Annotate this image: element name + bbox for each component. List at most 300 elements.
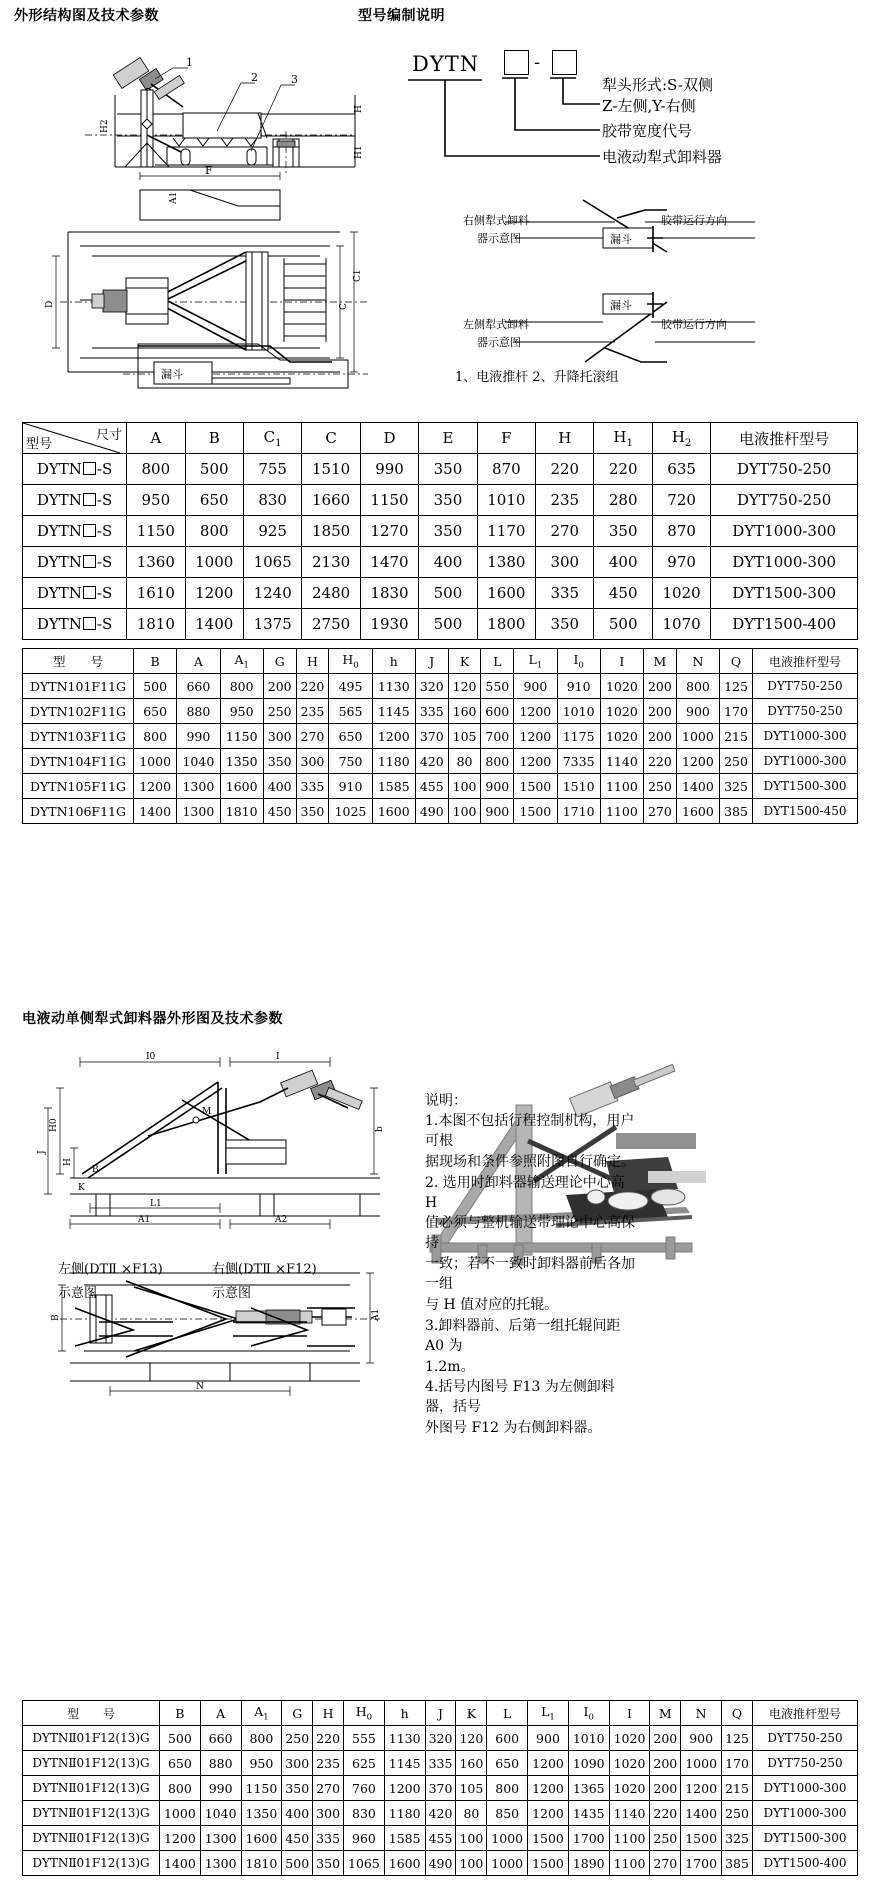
svg-text:H: H	[63, 1158, 73, 1166]
cell-value: 550	[481, 674, 514, 699]
note-line: 外图号 F12 为右侧卸料器。	[425, 1420, 602, 1437]
cell-value: 320	[425, 1726, 456, 1751]
cell-value: 1300	[177, 774, 220, 799]
cell-model: DYTN101F11G	[23, 674, 134, 699]
cell-value: 1140	[600, 749, 643, 774]
cell-value: 450	[594, 578, 652, 609]
cell-value: 215	[720, 724, 753, 749]
model-placeholder-box	[83, 586, 96, 599]
cell-value: 1600	[676, 799, 719, 824]
cell-value: 1040	[177, 749, 220, 774]
cell-value: 1710	[557, 799, 600, 824]
cell-value: 335	[536, 578, 594, 609]
cell-push-rod-model: DYT1000-300	[753, 724, 858, 749]
schematic-right-caption-2: 器示意图	[477, 232, 521, 245]
table-row	[23, 485, 858, 516]
cell-value: 1020	[609, 1776, 650, 1801]
cell-value: 1040	[200, 1801, 241, 1826]
cell-value: 270	[296, 724, 329, 749]
cell-push-rod-model: DYT750-250	[753, 1726, 858, 1751]
cell-value: 800	[241, 1726, 282, 1751]
svg-text:1: 1	[186, 56, 193, 69]
cell-value: 1150	[241, 1776, 282, 1801]
cell-value: 1200	[185, 578, 243, 609]
cell-value: 220	[536, 454, 594, 485]
cell-value: 1010	[557, 699, 600, 724]
cell-value: 400	[594, 547, 652, 578]
table2-col-L1: $L_1$	[514, 649, 557, 674]
cell-value: 755	[243, 454, 301, 485]
cell-value: 880	[177, 699, 220, 724]
cell-value: 1585	[384, 1826, 425, 1851]
cell-value: 300	[313, 1801, 344, 1826]
note-line: 3.卸料器前、后第一组托辊间距 A0 为	[425, 1317, 621, 1354]
cell-value: 335	[415, 699, 448, 724]
svg-text:M: M	[202, 1107, 212, 1117]
cell-value: 1000	[681, 1751, 722, 1776]
table-row	[23, 749, 858, 774]
cell-value: 125	[722, 1726, 753, 1751]
table-row-header	[23, 1701, 858, 1726]
cell-value: 500	[594, 609, 652, 640]
cell-value: 1500	[528, 1826, 569, 1851]
notes-heading: 说明：	[425, 1093, 467, 1109]
table1-col-D: D	[360, 423, 418, 454]
model-code-label-1: Z-左侧,Y-右侧	[602, 97, 696, 115]
cell-value: 1000	[160, 1801, 201, 1826]
svg-text:N: N	[196, 1382, 204, 1392]
cell-value: 660	[177, 674, 220, 699]
cell-value: 650	[487, 1751, 528, 1776]
cell-value: 1020	[609, 1726, 650, 1751]
cell-value: 300	[263, 724, 296, 749]
cell-value: 650	[160, 1751, 201, 1776]
cell-value: 1000	[487, 1826, 528, 1851]
note-line: 2. 选用时卸料器输送理论中心高 H	[425, 1174, 625, 1211]
cell-value: 270	[644, 799, 677, 824]
cell-value: 500	[134, 674, 177, 699]
cell-value: 1065	[243, 547, 301, 578]
cell-value: 800	[134, 724, 177, 749]
cell-value: 170	[722, 1751, 753, 1776]
cell-value: 1130	[372, 674, 415, 699]
table2-col-h: h	[372, 649, 415, 674]
cell-value: 1500	[514, 799, 557, 824]
cell-value: 1585	[372, 774, 415, 799]
cell-value: 1180	[372, 749, 415, 774]
cell-value: 870	[477, 454, 535, 485]
cell-value: 490	[415, 799, 448, 824]
table3-col-I0: $I_0$	[568, 1701, 609, 1726]
cell-model: DYTN102F11G	[23, 699, 134, 724]
cell-push-rod-model: DYT1500-300	[711, 578, 858, 609]
cell-model: DYTN105F11G	[23, 774, 134, 799]
table2-col-H: H	[296, 649, 329, 674]
cell-value: 350	[536, 609, 594, 640]
table2-col-B: B	[134, 649, 177, 674]
table3-col-I: I	[609, 1701, 650, 1726]
table3-col-G: G	[282, 1701, 313, 1726]
svg-text:F: F	[205, 164, 213, 177]
schematic-left-hopper: 漏斗	[610, 299, 632, 312]
table2-col-N: N	[676, 649, 719, 674]
cell-value: 400	[419, 547, 477, 578]
cell-value: 270	[313, 1776, 344, 1801]
cell-value: 500	[160, 1726, 201, 1751]
table3-col-L: L	[487, 1701, 528, 1726]
table3-col-h: h	[384, 1701, 425, 1726]
cell-value: 300	[536, 547, 594, 578]
cell-value: 970	[652, 547, 710, 578]
cell-value: 200	[650, 1726, 681, 1751]
cell-value: 170	[720, 699, 753, 724]
cell-value: 1400	[676, 774, 719, 799]
svg-text:C: C	[339, 303, 349, 310]
page-title-right: 型号编制说明	[358, 8, 445, 24]
cell-value: 1830	[360, 578, 418, 609]
cell-value: 215	[722, 1776, 753, 1801]
cell-value: 960	[344, 1826, 385, 1851]
cell-value: 1850	[302, 516, 360, 547]
cell-push-rod-model: DYT750-250	[711, 485, 858, 516]
cell-value: 370	[415, 724, 448, 749]
cell-value: 385	[720, 799, 753, 824]
cell-value: 385	[722, 1851, 753, 1876]
cell-value: 1020	[600, 724, 643, 749]
table1-corner-header	[23, 423, 127, 454]
table1-corner-dim: 尺寸	[96, 428, 123, 443]
model-code-separator: -	[534, 52, 541, 73]
svg-text:L1: L1	[150, 1199, 162, 1209]
cell-value: 1365	[568, 1776, 609, 1801]
table3-col-K: K	[456, 1701, 487, 1726]
note-line: 一致；若不一致时卸料器前后各加一组	[425, 1256, 635, 1292]
cell-value: 1300	[200, 1851, 241, 1876]
cell-value: 220	[644, 749, 677, 774]
cell-value: 1800	[477, 609, 535, 640]
cell-value: 1400	[160, 1851, 201, 1876]
cell-value: 220	[296, 674, 329, 699]
cell-value: 750	[329, 749, 372, 774]
cell-value: 1510	[557, 774, 600, 799]
cell-value: 565	[329, 699, 372, 724]
cell-value: 280	[594, 485, 652, 516]
cell-value: 900	[676, 699, 719, 724]
cell-value: 1660	[302, 485, 360, 516]
cell-value: 1200	[372, 724, 415, 749]
schematic-right-belt-direction: 胶带运行方向	[661, 214, 727, 227]
cell-value: 105	[456, 1776, 487, 1801]
cell-value: 350	[313, 1851, 344, 1876]
schematic-left-caption-1: 左侧犁式卸料	[463, 318, 529, 331]
cell-value: 250	[722, 1801, 753, 1826]
cell-value: 1150	[360, 485, 418, 516]
table3-col-A: A	[200, 1701, 241, 1726]
cell-value: 1200	[514, 749, 557, 774]
table-row	[23, 1776, 858, 1801]
cell-value: 950	[241, 1751, 282, 1776]
cell-value: 635	[652, 454, 710, 485]
cell-value: 325	[720, 774, 753, 799]
cell-value: 600	[487, 1726, 528, 1751]
model-placeholder-box	[83, 493, 96, 506]
table1-col-H2: $H_2$	[652, 423, 710, 454]
cell-value: 1200	[514, 699, 557, 724]
table2-col-A: A	[177, 649, 220, 674]
cell-value: 1150	[127, 516, 185, 547]
table-row	[23, 1751, 858, 1776]
cell-value: 925	[243, 516, 301, 547]
cell-value: 1150	[220, 724, 263, 749]
cell-model: DYTN -S	[23, 516, 127, 547]
table1-col-E: E	[419, 423, 477, 454]
svg-text:J: J	[37, 1150, 47, 1154]
figure-single-side-elevation	[30, 1048, 400, 1228]
model-code-prefix: DYTN	[412, 52, 480, 76]
cell-value: 1500	[528, 1851, 569, 1876]
cell-value: 120	[448, 674, 481, 699]
cell-value: 1200	[514, 724, 557, 749]
cell-value: 500	[419, 578, 477, 609]
cell-value: 420	[425, 1801, 456, 1826]
cell-value: 1380	[477, 547, 535, 578]
cell-value: 1270	[360, 516, 418, 547]
table2-col-J: J	[415, 649, 448, 674]
table-row	[23, 578, 858, 609]
cell-value: 990	[360, 454, 418, 485]
cell-value: 650	[185, 485, 243, 516]
table3-col-N: N	[681, 1701, 722, 1726]
cell-value: 200	[644, 699, 677, 724]
cell-push-rod-model: DYT1000-300	[753, 1801, 858, 1826]
cell-value: 1010	[568, 1726, 609, 1751]
cell-value: 100	[456, 1851, 487, 1876]
table2-col-M: M	[644, 649, 677, 674]
cell-value: 105	[448, 724, 481, 749]
table2-col-I: I	[600, 649, 643, 674]
svg-text:B: B	[51, 1314, 61, 1321]
cell-model: DYTN106F11G	[23, 799, 134, 824]
table3-col-model: 型 号	[23, 1701, 160, 1726]
table2-col-model: 型 号	[23, 649, 134, 674]
cell-value: 1100	[600, 799, 643, 824]
table-row	[23, 699, 858, 724]
cell-value: 200	[644, 724, 677, 749]
cell-model: DYTN103F11G	[23, 724, 134, 749]
cell-value: 1810	[220, 799, 263, 824]
cell-value: 400	[282, 1801, 313, 1826]
svg-text:H1: H1	[354, 145, 364, 159]
cell-value: 910	[557, 674, 600, 699]
cell-value: 1100	[609, 1851, 650, 1876]
cell-model: DYTNⅡ01F12(13)G	[23, 1851, 160, 1876]
cell-value: 1300	[177, 799, 220, 824]
table3-col-H: H	[313, 1701, 344, 1726]
cell-value: 1000	[134, 749, 177, 774]
cell-value: 950	[220, 699, 263, 724]
page-title-middle: 电液动单侧犁式卸料器外形图及技术参数	[22, 1011, 283, 1027]
cell-value: 800	[185, 516, 243, 547]
cell-value: 1020	[600, 699, 643, 724]
table-row	[23, 454, 858, 485]
cell-value: 1145	[372, 699, 415, 724]
cell-value: 990	[200, 1776, 241, 1801]
cell-value: 1200	[528, 1801, 569, 1826]
cell-value: 120	[456, 1726, 487, 1751]
table2-col-L: L	[481, 649, 514, 674]
cell-value: 160	[456, 1751, 487, 1776]
table2-col-Q: Q	[720, 649, 753, 674]
table1-col-C1: $C_1$	[243, 423, 301, 454]
figure-belt-arrow-schematics	[55, 1300, 395, 1355]
cell-value: 1500	[681, 1826, 722, 1851]
cell-value: 800	[127, 454, 185, 485]
cell-value: 1375	[243, 609, 301, 640]
cell-value: 100	[456, 1826, 487, 1851]
cell-value: 2750	[302, 609, 360, 640]
table-row	[23, 799, 858, 824]
cell-value: 1000	[185, 547, 243, 578]
cell-value: 1070	[652, 609, 710, 640]
table2-col-push: 电液推杆型号	[753, 649, 858, 674]
model-placeholder-box	[83, 555, 96, 568]
model-placeholder-box	[83, 462, 96, 475]
cell-value: 1400	[681, 1801, 722, 1826]
figure-side-view	[55, 35, 385, 175]
cell-value: 455	[425, 1826, 456, 1851]
cell-value: 200	[644, 674, 677, 699]
cell-value: 350	[419, 454, 477, 485]
table-dt2-dimensions	[22, 1700, 858, 1876]
cell-value: 1000	[487, 1851, 528, 1876]
cell-model: DYTN -S	[23, 454, 127, 485]
cell-value: 400	[263, 774, 296, 799]
table1-col-push: 电液推杆型号	[711, 423, 858, 454]
model-code-label-0: 犁头形式:S-双侧	[602, 76, 713, 94]
cell-value: 1200	[528, 1776, 569, 1801]
cell-value: 1200	[384, 1776, 425, 1801]
schematic-left-plow	[455, 290, 875, 370]
table-row	[23, 547, 858, 578]
cell-value: 1200	[160, 1826, 201, 1851]
model-code-label-3: 电液动犁式卸料器	[602, 148, 723, 166]
cell-value: 1020	[652, 578, 710, 609]
cell-value: 1600	[372, 799, 415, 824]
cell-value: 1130	[384, 1726, 425, 1751]
cell-model: DYTN -S	[23, 578, 127, 609]
cell-value: 220	[313, 1726, 344, 1751]
svg-text:H2: H2	[100, 119, 110, 133]
caption-right-view-line1: 右侧(DTⅡ ×F12)	[212, 1262, 317, 1277]
cell-value: 1500	[514, 774, 557, 799]
cell-value: 660	[200, 1726, 241, 1751]
cell-value: 1700	[568, 1826, 609, 1851]
cell-value: 350	[263, 749, 296, 774]
cell-value: 1020	[600, 674, 643, 699]
schematic-left-belt-direction: 胶带运行方向	[661, 318, 727, 331]
cell-model: DYTN -S	[23, 485, 127, 516]
cell-value: 1065	[344, 1851, 385, 1876]
cell-value: 1240	[243, 578, 301, 609]
cell-value: 200	[650, 1751, 681, 1776]
cell-value: 300	[296, 749, 329, 774]
notes-block	[425, 1090, 640, 1440]
cell-value: 850	[487, 1801, 528, 1826]
table2-col-A1: $A_1$	[220, 649, 263, 674]
cell-value: 450	[282, 1826, 313, 1851]
cell-push-rod-model: DYT1000-300	[753, 749, 858, 774]
table2-col-I0: $I_0$	[557, 649, 600, 674]
cell-value: 1400	[134, 799, 177, 824]
table3-col-A1: $A_1$	[241, 1701, 282, 1726]
table-single-side-dimensions	[22, 648, 858, 824]
cell-value: 1175	[557, 724, 600, 749]
cell-value: 1470	[360, 547, 418, 578]
cell-value: 490	[425, 1851, 456, 1876]
svg-text:B: B	[92, 1165, 99, 1175]
model-code-label-2: 胶带宽度代号	[602, 122, 693, 140]
cell-value: 950	[127, 485, 185, 516]
cell-value: 335	[296, 774, 329, 799]
table-row	[23, 1826, 858, 1851]
cell-value: 160	[448, 699, 481, 724]
cell-value: 350	[419, 485, 477, 516]
model-placeholder-box	[83, 524, 96, 537]
cell-value: 700	[481, 724, 514, 749]
cell-value: 555	[344, 1726, 385, 1751]
cell-value: 900	[528, 1726, 569, 1751]
cell-value: 900	[481, 799, 514, 824]
table1-col-A: A	[127, 423, 185, 454]
cell-value: 1360	[127, 547, 185, 578]
cell-value: 650	[329, 724, 372, 749]
cell-value: 1435	[568, 1801, 609, 1826]
note-line: 据现场和条件参照附图自行确定。	[425, 1153, 635, 1170]
schematic-left-caption-2: 器示意图	[477, 336, 521, 349]
table3-col-M: M	[650, 1701, 681, 1726]
cell-value: 250	[650, 1826, 681, 1851]
table3-col-J: J	[425, 1701, 456, 1726]
table1-col-B: B	[185, 423, 243, 454]
cell-model: DYTNⅡ01F12(13)G	[23, 1826, 160, 1851]
cell-push-rod-model: DYT1500-300	[753, 1826, 858, 1851]
cell-value: 1600	[384, 1851, 425, 1876]
cell-value: 335	[425, 1751, 456, 1776]
figure-hopper	[118, 340, 388, 400]
cell-value: 900	[681, 1726, 722, 1751]
caption-left-view-line1: 左侧(DTⅡ ×F13)	[58, 1262, 163, 1277]
cell-value: 1200	[528, 1751, 569, 1776]
cell-value: 800	[481, 749, 514, 774]
hopper-label: 漏斗	[161, 368, 183, 381]
table3-col-push: 电液推杆型号	[753, 1701, 858, 1726]
table1-col-H: H	[536, 423, 594, 454]
cell-push-rod-model: DYT1500-450	[753, 799, 858, 824]
table1-col-C: C	[302, 423, 360, 454]
cell-value: 1180	[384, 1801, 425, 1826]
cell-value: 250	[720, 749, 753, 774]
cell-value: 200	[650, 1776, 681, 1801]
svg-text:D: D	[45, 300, 55, 308]
figure-legend: 1、电液推杆 2、升降托滚组	[455, 370, 619, 385]
cell-value: 1600	[477, 578, 535, 609]
table3-col-L1: $L_1$	[528, 1701, 569, 1726]
cell-value: 900	[514, 674, 557, 699]
cell-value: 2130	[302, 547, 360, 578]
cell-push-rod-model: DYT750-250	[753, 699, 858, 724]
cell-value: 900	[481, 774, 514, 799]
cell-value: 1700	[681, 1851, 722, 1876]
